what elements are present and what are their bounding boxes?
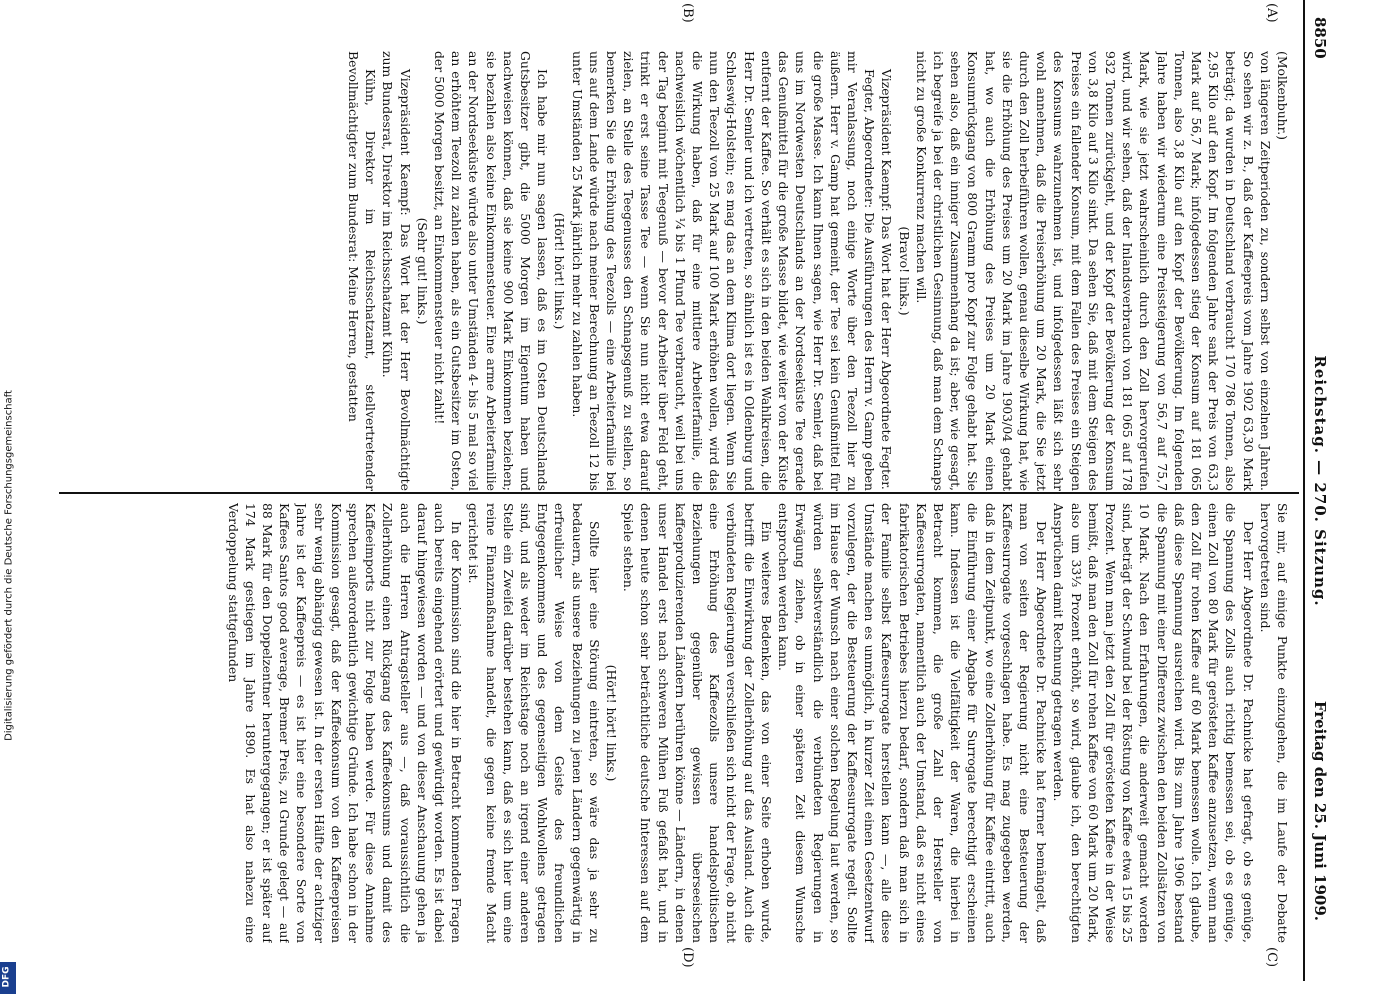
page-title: Reichstag. — 270. Sitzung. (1311, 355, 1329, 607)
margin-letter-a: (A) (1264, 3, 1279, 23)
page-header (1303, 0, 1335, 981)
column-divider (59, 492, 1299, 494)
interjection: (Hört! hört! links.) (604, 664, 620, 782)
paragraph: Ein weiteres Bedenken, das von einer Seite erhoben wurde, betrifft die Einwirkung der Zollerhöhung auf das Ausland. Auch die verbündeten Regierungen verschließen sich nicht der Frage, ob nicht eine Erhöhung des Kaffeezolls unsere handelspolitischen Beziehungen gegenüber gewissen überseeischen kaffeeproduzierenden Ländern berühren könne — Ländern, in denen unser Handel erst nach schweren Mühen Fuß gefaßt hat, und in denen heute schon sehr beträchtliche deutsche Interessen auf dem Spiele stehen. (621, 503, 774, 943)
rotated-page-content (45, 0, 1335, 981)
right-column (61, 503, 1291, 943)
paragraph: Der Herr Abgeordnete Dr. Pachnicke hat ferner bemängelt, daß man von seiten der Regierung nicht eine Besteuerung der Kaffeesurrogate vorgeschlagen habe. Es mag zugegeben werden, daß in dem Zeitpunkt, wo eine Zollerhöhung für Kaffee eintritt, auch die Einführung einer Abgabe für Surrogate berechtigt erscheinen kann. Indessen ist die Vielfältigkeit der Waren, die hierbei in Betracht kommen, die große Zahl der Hersteller von Kaffeesurrogaten, namentlich auch der Umstand, daß es nicht eines fabrikatorischen Betriebes hierzu bedarf, sondern daß man sich in der Familie selbst Kaffeesurrogate herstellen kann —, alle diese Umstände machen es unmöglich, in kurzer Zeit einen Gesetzentwurf vorzulegen, der die Besteuerung der Kaffeesurrogate regelt. Sollte im Hause der Wunsch nach einer solchen Regelung laut werden, so würden selbstverständlich die verbündeten Regierungen in Erwägung ziehen, ob in einer späteren Zeit diesem Wunsche entsprochen werden kann. (776, 503, 1050, 943)
dfg-side-note (2, 150, 14, 990)
paragraph: Kühn, Direktor im Reichsschatzamt, stellvertretender Bevollmächtigter zum Bundesrat: Meine Herren, gestatten (346, 51, 379, 491)
left-column (61, 51, 1291, 491)
paragraph: Sie mir, auf einige Punkte einzugehen, die im Laufe der Debatte hervorgetreten sind. (1257, 503, 1290, 943)
page-number: 8850 (1311, 17, 1329, 59)
margin-letter-b: (B) (680, 3, 695, 23)
paragraph: Sollte hier eine Störung eintreten, so wäre das ja sehr zu bedauern, als unsere Beziehungen zu jenen Ländern gegenwärtig in erfreulicher Weise von dem Geiste des freundlichen Entgegenkommens und des gegenseitigen Wohlwollens getragen sind, und als weder im Reichstage noch an irgend einer anderen Stelle ein Zweifel darüber bestehen kann, daß es sich hier um eine reine Finanzmaßnahme handelt, die gegen keine fremde Macht gerichtet ist. (466, 503, 602, 943)
paragraph: Ich habe mir nun sagen lassen, daß es im Osten Deutschlands Gutsbesitzer gibt, die 5000 Morgen im Eigentum haben und nachweisen können, daß sie keine 900 Mark Einkommen beziehen; sie bezahlen also keine Einkommensteuer. Eine arme Arbeiterfamilie an der Nordseeküste würde also unter Umständen 4- bis 5 mal so viel an erhöhtem Teezoll zu zahlen haben, als ein Gutsbesitzer im Osten, der 5000 Morgen besitzt, an Einkommensteuer nicht zahlt! (432, 51, 551, 491)
paragraph: Der Herr Abgeordnete Dr. Pachnicke hat gefragt, ob es genüge, die Spannung des Zolls auch richtig bemessen sei, ob es genüge, einen Zoll von 80 Mark für gerösteten Kaffee anzusetzen, wenn man den Zoll für rohen Kaffee auf 60 Mark bemessen wolle. Ich glaube, daß diese Spannung ausreichen wird. Bis zum Jahre 1906 bestand die Spannung mit einer Differenz zwischen den beiden Zollsätzen von 10 Mark. Nach den Erfahrungen, die anderweit gemacht worden sind, beträgt der Schwund bei der Röstung von Kaffee etwa 15 bis 25 Prozent. Wenn man jetzt den Zoll für gerösteten Kaffee in der Weise bemißt, daß man den Zoll für rohen Kaffee von 60 Mark um 20 Mark, also um 33⅓ Prozent erhöht, so wird, glaube ich, den berechtigten Ansprüchen damit Rechnung getragen werden. (1051, 503, 1256, 943)
speaker-tag: (Molkenbuhr.) (1275, 51, 1290, 140)
paragraph: In der Kommission sind die hier in Betracht kommenden Fragen auch bereits eingehend erörtert und gewürdigt worden. Es ist dabei darauf hingewiesen worden — und von dieser Anschauung gehen ja auch die Herren Antragsteller aus —, daß voraussichtlich die Zollerhöhung einen Rückgang des Kaffeekonsums und damit des Kaffeeimports nicht zur Folge haben werde. Für diese Annahme sprechen außerordentlich gewichtige Gründe. Ich habe schon in der Kommission gesagt, daß der Kaffeekonsum von den Kaffeepreisen sehr wenig abhängig gewesen ist. In der ersten Hälfte der achtziger Jahre ist der Kaffeepreis — es ist hier eine besondere Sorte von Kaffees Santos good average, Bremer Preis, zu Grunde gelegt — auf 88 Mark für den Doppelzentner heruntergegangen; er ist später auf 174 Mark gestiegen im Jahre 1890. Es hat also nahezu eine Verdoppelung stattgefunden (225, 503, 465, 943)
dfg-logo-text: DFG (1, 966, 12, 988)
interjection: (Hört! hört! links.) (552, 212, 568, 330)
margin-letter-c: (C) (1264, 947, 1279, 968)
paragraph: Fegter, Abgeordneter: Die Ausführungen des Herrn v. Gamp geben mir Veranlassung, noch einige Worte über den Teezoll hier zu äußern. Herr v. Gamp hat gemeint, der Tee sei kein Genußmittel für die große Masse. Ich kann Ihnen sagen, wie Herr Dr. Semler, daß bei uns im Nordwesten Deutschlands an der Nordseeküste Tee gerade das Genußmittel für die große Masse bildet, wie weiter von der Küste entfernt der Kaffee. So verhält es sich in den beiden Wahlkreisen, die Herr Dr. Semler und ich vertreten, so ähnlich ist es in Oldenburg und Schleswig-Holstein; es mag das an dem Klima dort liegen. Wenn Sie nun den Teezoll von 25 Mark auf 100 Mark erhöhen wollen, wird das die Wirkung haben, daß für eine mittlere Arbeiterfamilie, die nachweislich wöchentlich ¼ bis 1 Pfund Tee verbraucht, weil bei uns der Tag beginnt mit Teegenuß — bevor der Arbeiter über Feld geht, trinkt er erst seine Tasse Tee — wenn Sie nun nicht etwa darauf zielen, an Stelle des Teegenusses den Schnapsgenuß zu stellen, so bemerken Sie die Erhöhung des Teezolls — eine Arbeiterfamilie bei uns auf dem Lande würde nach meiner Berechnung an Teezoll 12 bis unter Umständen 25 Mark jährlich mehr zu zahlen haben. (569, 51, 878, 491)
session-date: Freitag den 25. Juni 1909. (1311, 700, 1329, 921)
margin-letter-d: (D) (680, 947, 695, 968)
interjection: (Bravo! links.) (896, 226, 912, 316)
dfg-logo (0, 962, 16, 994)
paragraph: Vizepräsident Kaempf: Das Wort hat der Herr Bevollmächtigte zum Bundesrat, Direktor im Reichsschatzamt Kühn. (380, 51, 413, 491)
dfg-note-text: Digitalisierung gefördert durch die Deutsche Forschungsgemeinschaft (3, 390, 15, 741)
paragraph: von längeren Zeitperioden zu, sondern selbst von einzelnen Jahren. So sehen wir z. B., daß der Kaffeepreis vom Jahre 1902 63,30 Mark beträgt; da wurden in Deutschland verbraucht 170 786 Tonnen, also 2,95 Kilo auf den Kopf. Im folgenden Jahre sank der Preis von 63,3 Mark auf 56,7 Mark; infolgedessen stieg der Konsum auf 181 065 Tonnen, also 3,8 Kilo auf den Kopf der Bevölkerung. Im folgenden Jahre haben wir wiederum eine Preissteigerung von 56,7 auf 75,7 Mark, wie sie jetzt wahrscheinlich durch den Zoll hervorgerufen wird, und wir sehen, daß der Inlandsverbrauch von 181 065 auf 178 932 Tonnen zurückgeht, und der Kopf der Bevölkerung der Konsum von 3,8 Kilo auf 3 Kilo sinkt. Da sehen Sie, daß mit dem Steigen des Preises ein fallender Konsum, mit dem Fallen des Preises ein Steigen des Konsums wahrzunehmen ist, und infolgedessen läßt sich sehr wohl annehmen, daß die Preiserhöhung um 20 Mark, die Sie jetzt durch den Zoll herbeiführen wollen, genau dieselbe Wirkung hat, wie sie die Erhöhung des Preises um 20 Mark im Jahre 1903/04 gehabt hat, wo auch die Erhöhung des Preises um 20 Mark einen Konsumrückgang von 800 Gramm pro Kopf zur Folge gehabt hat. Sie sehen also, daß ein inniger Zusammenhang da ist; aber, wie gesagt, ich begreife ja bei der christlichen Gesinnung, daß man dem Schnaps nicht zu große Konkurrenz machen will. (913, 51, 1273, 491)
paragraph: Vizepräsident Kaempf: Das Wort hat der Herr Abgeordnete Fegter. (879, 69, 895, 490)
interjection: (Sehr gut! links.) (414, 217, 430, 325)
